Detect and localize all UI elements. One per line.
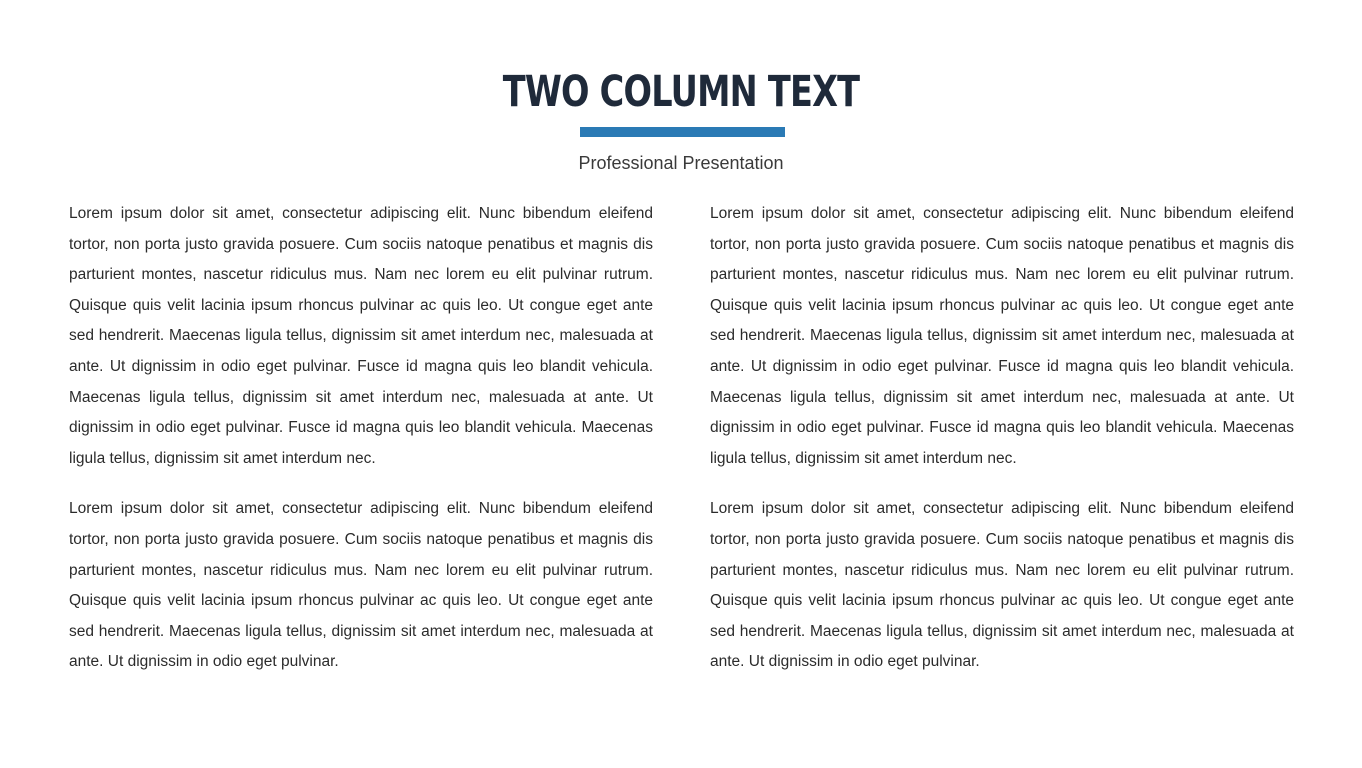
title-accent-bar	[580, 127, 785, 137]
body-paragraph: Lorem ipsum dolor sit amet, consectetur adipiscing elit. Nunc bibendum eleifend tortor, non porta justo gravida posuere. Cum sociis natoque penatibus et magnis dis parturient montes, nascetur ridiculus mus. Nam nec lorem eu elit pulvinar rutrum. Quisque quis velit lacinia ipsum rhoncus pulvinar ac quis leo. Ut congue eget ante sed hendrerit. Maecenas ligula tellus, dignissim sit amet interdum nec, malesuada at ante. Ut dignissim in odio eget pulvinar. Fusce id magna quis leo blandit vehicula. Maecenas ligula tellus, dignissim sit amet interdum nec, malesuada at ante. Ut dignissim in odio eget pulvinar. Fusce id magna quis leo blandit vehicula. Maecenas ligula tellus, dignissim sit amet interdum nec.	[710, 205, 1294, 467]
slide-subtitle: Professional Presentation	[578, 153, 784, 173]
text-column-left	[69, 199, 653, 698]
slide-title: TWO COLUMN TEXT	[502, 67, 860, 117]
body-paragraph: Lorem ipsum dolor sit amet, consectetur adipiscing elit. Nunc bibendum eleifend tortor, non porta justo gravida posuere. Cum sociis natoque penatibus et magnis dis parturient montes, nascetur ridiculus mus. Nam nec lorem eu elit pulvinar rutrum. Quisque quis velit lacinia ipsum rhoncus pulvinar ac quis leo. Ut congue eget ante sed hendrerit. Maecenas ligula tellus, dignissim sit amet interdum nec, malesuada at ante. Ut dignissim in odio eget pulvinar.	[710, 500, 1294, 671]
text-column-right	[710, 199, 1294, 698]
body-paragraph: Lorem ipsum dolor sit amet, consectetur adipiscing elit. Nunc bibendum eleifend tortor, non porta justo gravida posuere. Cum sociis natoque penatibus et magnis dis parturient montes, nascetur ridiculus mus. Nam nec lorem eu elit pulvinar rutrum. Quisque quis velit lacinia ipsum rhoncus pulvinar ac quis leo. Ut congue eget ante sed hendrerit. Maecenas ligula tellus, dignissim sit amet interdum nec, malesuada at ante. Ut dignissim in odio eget pulvinar. Fusce id magna quis leo blandit vehicula. Maecenas ligula tellus, dignissim sit amet interdum nec, malesuada at ante. Ut dignissim in odio eget pulvinar. Fusce id magna quis leo blandit vehicula. Maecenas ligula tellus, dignissim sit amet interdum nec.	[69, 205, 653, 467]
body-paragraph: Lorem ipsum dolor sit amet, consectetur adipiscing elit. Nunc bibendum eleifend tortor, non porta justo gravida posuere. Cum sociis natoque penatibus et magnis dis parturient montes, nascetur ridiculus mus. Nam nec lorem eu elit pulvinar rutrum. Quisque quis velit lacinia ipsum rhoncus pulvinar ac quis leo. Ut congue eget ante sed hendrerit. Maecenas ligula tellus, dignissim sit amet interdum nec, malesuada at ante. Ut dignissim in odio eget pulvinar.	[69, 500, 653, 671]
